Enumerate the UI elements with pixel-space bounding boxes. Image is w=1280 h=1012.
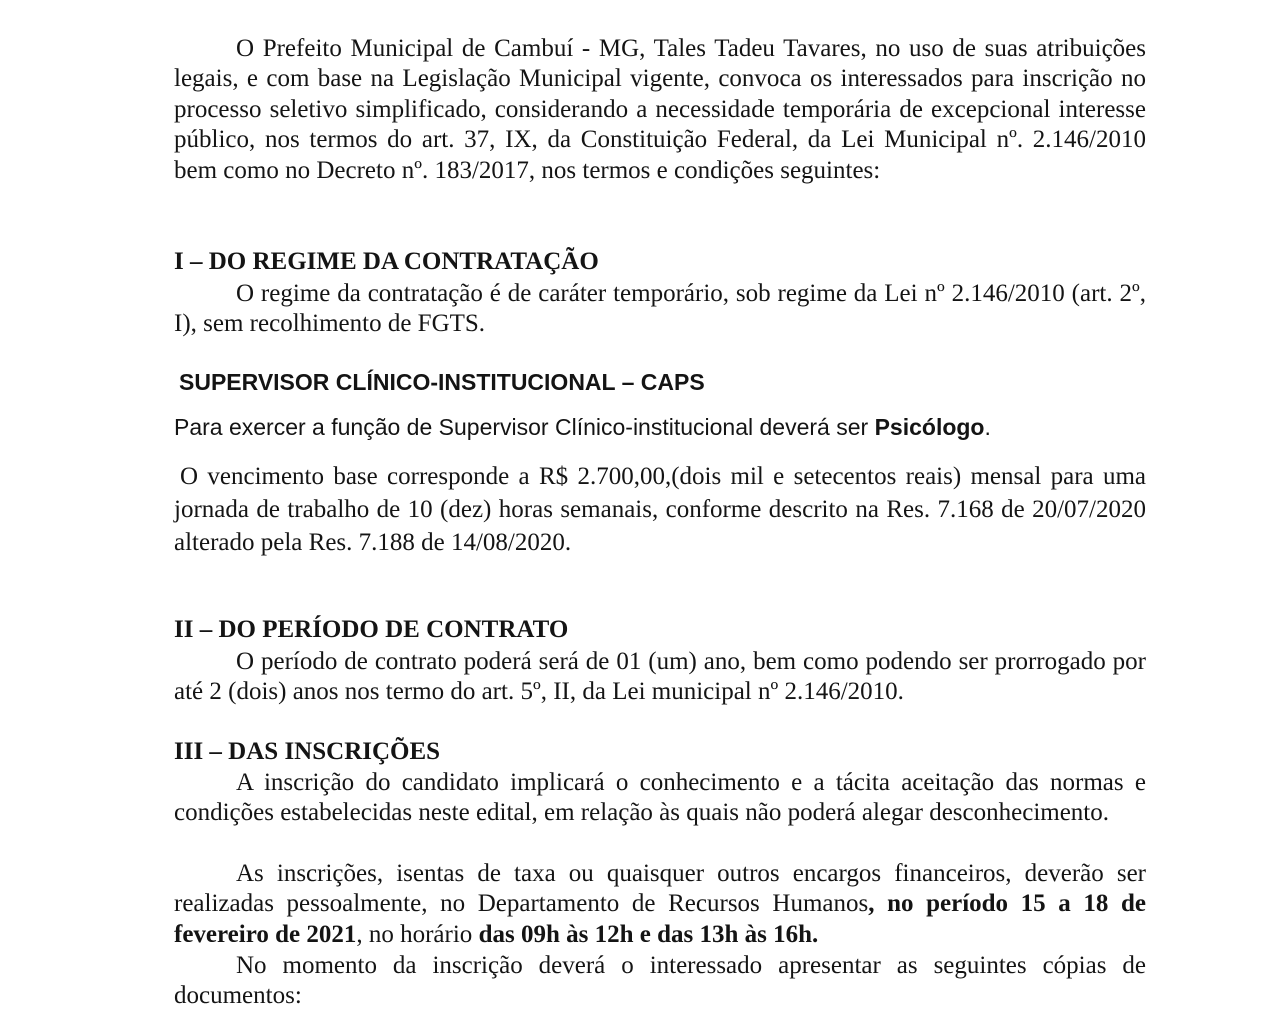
registration-hours-label: , no horário: [356, 920, 479, 948]
section-2-heading: II – DO PERÍODO DE CONTRATO: [174, 616, 569, 643]
intro-paragraph: O Prefeito Municipal de Cambuí - MG, Tales Tadeu Tavares, no uso de suas atribuições legais, e com base na Legislação Municipal vigente, convoca os interessados para inscrição no processo seletivo simplificado, considerando a necessidade temporária de excepcional interesse público, nos termos do art. 37, IX, da Constituição Federal, da Lei Municipal nº. 2.146/2010 bem como no Decreto nº. 183/2017, nos termos e condições seguintes:: [174, 35, 1146, 184]
section-3-paragraph-2: [174, 859, 1146, 950]
section-1-heading: I – DO REGIME DA CONTRATAÇÃO: [174, 248, 599, 275]
role-requirement-profession: Psicólogo: [874, 414, 985, 440]
registration-period: , no período 15 a 18 de fevereiro de 2021: [174, 890, 1146, 948]
role-requirement: [174, 414, 1146, 441]
salary-paragraph: O vencimento base corresponde a R$ 2.700,00,(dois mil e setecentos reais) mensal para uma jornada de trabalho de 10 (dez) horas semanais, conforme descrito na Res. 7.168 de 20/07/2020 alterado pela Res. 7.188 de 14/08/2020.: [174, 463, 1146, 556]
registration-text: As inscrições, isentas de taxa ou quaisquer outros encargos financeiros, deverão ser realizadas pessoalmente, no Departamento de Recursos Humanos: [174, 860, 1146, 918]
section-3-paragraph-3: No momento da inscrição deverá o interessado apresentar as seguintes cópias de documentos:: [174, 952, 1146, 1010]
registration-hours: das 09h às 12h e das 13h às 16h.: [478, 920, 819, 948]
role-requirement-text: Para exercer a função de Supervisor Clínico-institucional deverá ser: [174, 414, 875, 440]
section-3-paragraph-1: A inscrição do candidato implicará o conhecimento e a tácita aceitação das normas e condições estabelecidas neste edital, em relação às quais não poderá alegar desconhecimento.: [174, 769, 1146, 827]
role-title: SUPERVISOR CLÍNICO-INSTITUCIONAL – CAPS: [179, 369, 705, 395]
section-3-heading: III – DAS INSCRIÇÕES: [174, 738, 441, 765]
section-2-text: O período de contrato poderá será de 01 (um) ano, bem como podendo ser prorrogado por até 2 (dois) anos nos termo do art. 5º, II, da Lei municipal nº 2.146/2010.: [174, 648, 1146, 706]
section-1-text: O regime da contratação é de caráter temporário, sob regime da Lei nº 2.146/2010 (art. 2º, I), sem recolhimento de FGTS.: [174, 280, 1146, 338]
role-requirement-end: .: [984, 414, 991, 440]
